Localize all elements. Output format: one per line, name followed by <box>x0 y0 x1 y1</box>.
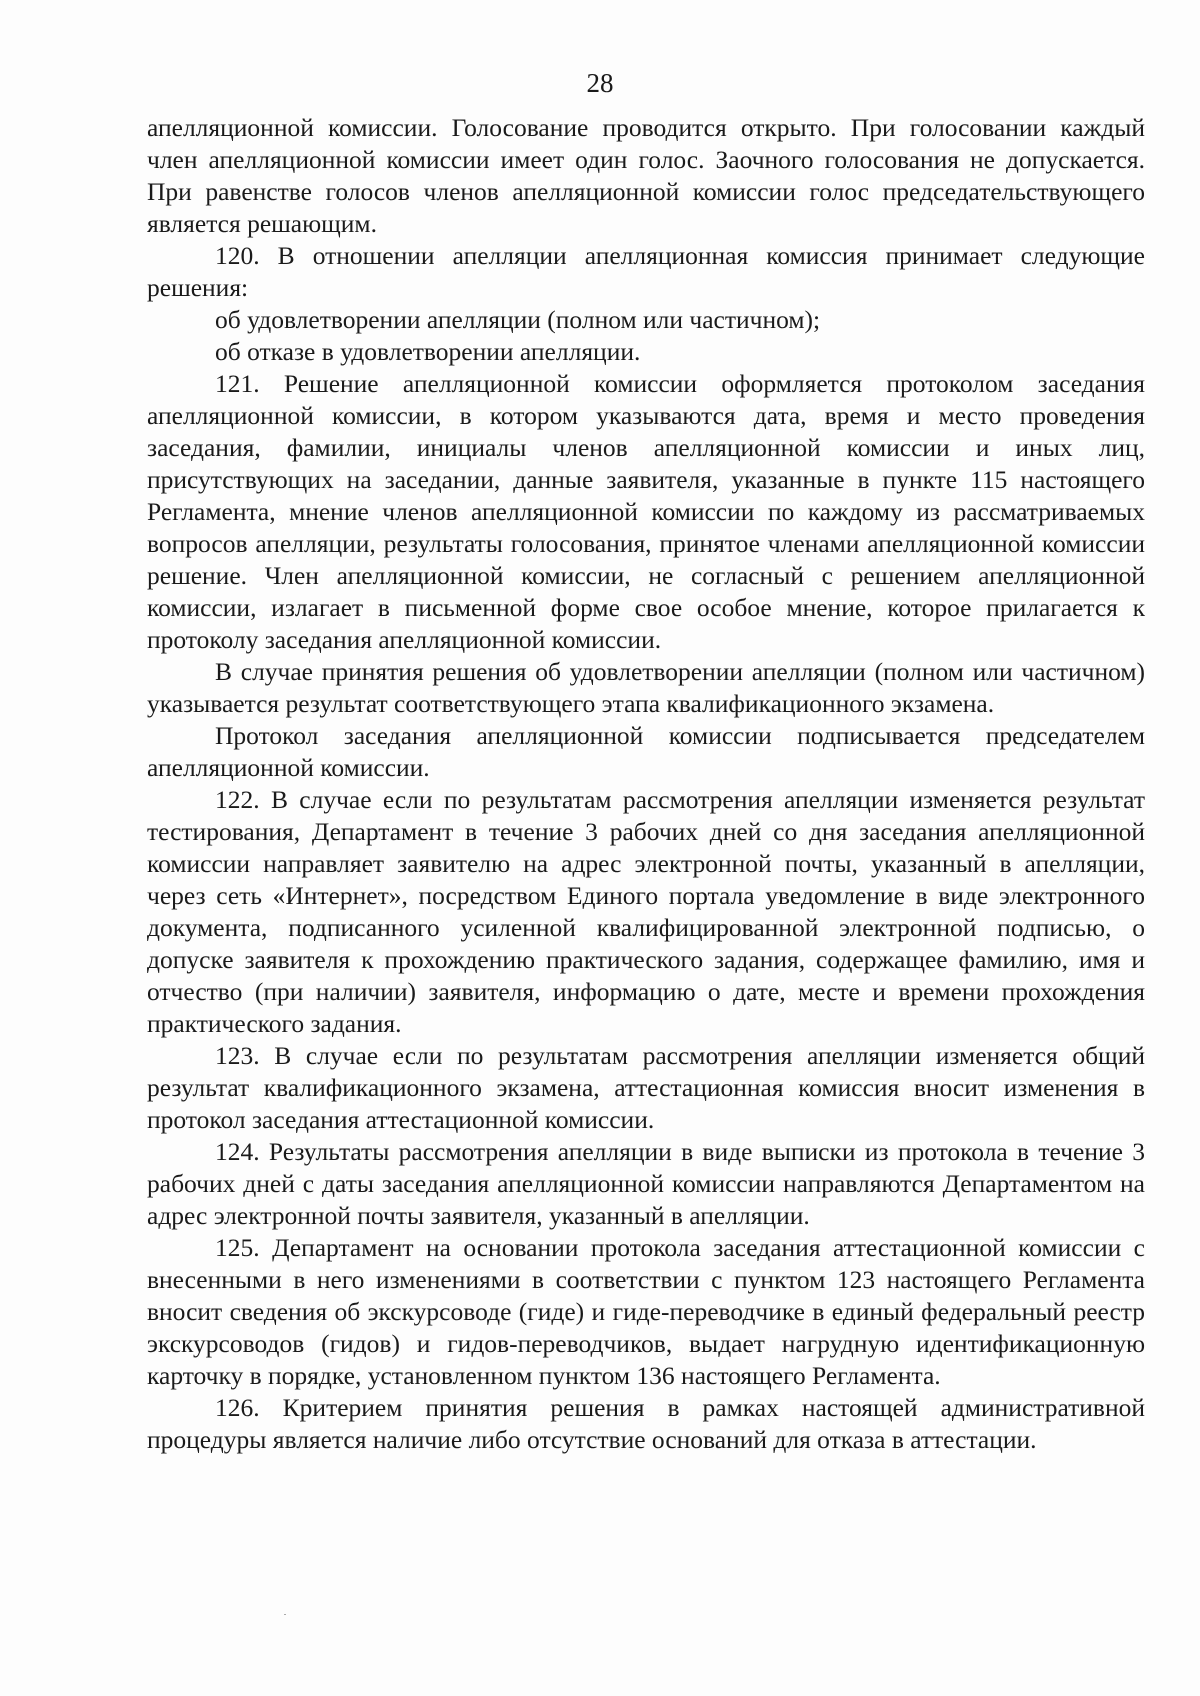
paragraph-122: 122. В случае если по результатам рассмотрения апелляции изменяется результат тестирования, Департамент в течение 3 рабочих дней со дня заседания апелляционной комиссии направляет заявителю на адрес электронной почты, указанный в апелляции, через сеть «Интернет», посредством Единого портала уведомление в виде электронного документа, подписанного усиленной квалифицированной электронной подписью, о допуске заявителя к прохождению практического задания, содержащее фамилию, имя и отчество (при наличии) заявителя, информацию о дате, месте и времени прохождения практического задания. <box>147 785 1145 1038</box>
paragraph-124: 124. Результаты рассмотрения апелляции в виде выписки из протокола в течение 3 рабочих дней с даты заседания апелляционной комиссии направляются Департаментом на адрес электронной почты заявителя, указанный в апелляции. <box>147 1137 1145 1230</box>
paragraph-126: 126. Критерием принятия решения в рамках настоящей административной процедуры является наличие либо отсутствие оснований для отказа в аттестации. <box>147 1393 1145 1454</box>
paragraph-121-protocol-signature: Протокол заседания апелляционной комиссии подписывается председателем апелляционной комиссии. <box>147 721 1145 782</box>
paragraph-121: 121. Решение апелляционной комиссии оформляется протоколом заседания апелляционной комиссии, в котором указываются дата, время и место проведения заседания, фамилии, инициалы членов апелляционной комиссии и иных лиц, присутствующих на заседании, данные заявителя, указанные в пункте 115 настоящего Регламента, мнение членов апелляционной комиссии по каждому из рассматриваемых вопросов апелляции, результаты голосования, принятое членами апелляционной комиссии решение. Член апелляционной комиссии, не согласный с решением апелляционной комиссии, излагает в письменной форме свое особое мнение, которое прилагается к протоколу заседания апелляционной комиссии. <box>147 369 1145 654</box>
paragraph-120: 120. В отношении апелляции апелляционная комиссия принимает следующие решения: <box>147 241 1145 302</box>
document-body <box>147 112 1145 1456</box>
paragraph-121-partial-grant: В случае принятия решения об удовлетворении апелляции (полном или частичном) указывается результат соответствующего этапа квалификационного экзамена. <box>147 657 1145 718</box>
paragraph-120-option-deny: об отказе в удовлетворении апелляции. <box>215 337 641 366</box>
paragraph-123: 123. В случае если по результатам рассмотрения апелляции изменяется общий результат квалификационного экзамена, аттестационная комиссия вносит изменения в протокол заседания аттестационной комиссии. <box>147 1041 1145 1134</box>
paragraph-120-option-grant: об удовлетворении апелляции (полном или частичном); <box>215 305 821 334</box>
page-number: 28 <box>586 68 614 98</box>
scan-speck <box>284 1614 286 1615</box>
paragraph-voting-continuation: апелляционной комиссии. Голосование проводится открыто. При голосовании каждый член апелляционной комиссии имеет один голос. Заочного голосования не допускается. При равенстве голосов членов апелляционной комиссии голос председательствующего является решающим. <box>147 113 1145 238</box>
paragraph-125: 125. Департамент на основании протокола заседания аттестационной комиссии с внесенными в него изменениями в соответствии с пунктом 123 настоящего Регламента вносит сведения об экскурсоводе (гиде) и гиде-переводчике в единый федеральный реестр экскурсоводов (гидов) и гидов-переводчиков, выдает нагрудную идентификационную карточку в порядке, установленном пунктом 136 настоящего Регламента. <box>147 1233 1145 1390</box>
